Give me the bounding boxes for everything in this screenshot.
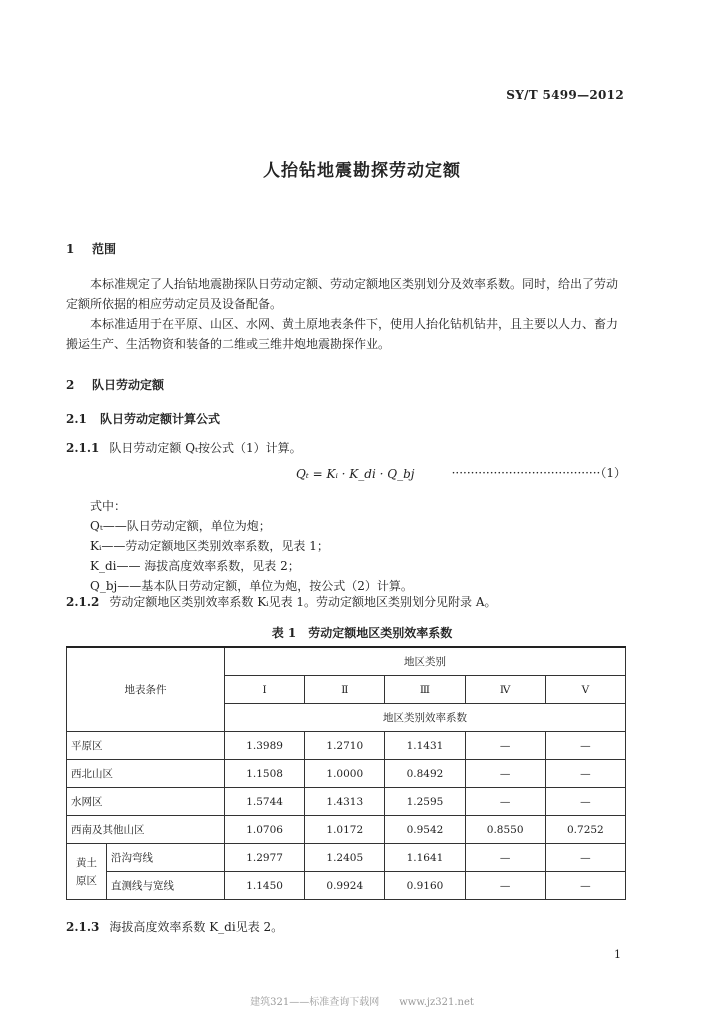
section-title: 范围 — [92, 242, 117, 256]
section-2-1-heading — [66, 410, 220, 427]
row-label: 西南及其他山区 — [67, 816, 225, 844]
table-1 — [66, 646, 626, 900]
row-label: 西北山区 — [67, 760, 225, 788]
table-cell: 1.2977 — [225, 844, 305, 872]
clause-2-1-1 — [66, 439, 302, 456]
formula-1: Qₜ = Kᵢ · K_di · Q_bj — [296, 467, 415, 481]
table-row — [67, 872, 626, 900]
group-label: 黄土原区 — [67, 844, 107, 900]
row-label: 水网区 — [67, 788, 225, 816]
formula-number: ·······································（1） — [451, 466, 626, 480]
definition-ki: Kᵢ——劳动定额地区类别效率系数，见表 1； — [90, 539, 329, 553]
table-cell: 1.1641 — [385, 844, 465, 872]
table-cell: — — [545, 844, 625, 872]
table-cell: 1.5744 — [225, 788, 305, 816]
clause-number: 2.1.2 — [66, 595, 100, 609]
class-header: Ⅱ — [305, 676, 385, 704]
table-cell: — — [465, 788, 545, 816]
table-cell: — — [545, 872, 625, 900]
table-row — [67, 816, 626, 844]
column-group-header: 地区类别 — [225, 647, 626, 676]
table-cell: 0.9160 — [385, 872, 465, 900]
section-title: 队日劳动定额 — [92, 378, 165, 392]
section-title: 队日劳动定额计算公式 — [100, 412, 221, 426]
table-cell: — — [465, 844, 545, 872]
row-header-cell: 地表条件 — [67, 647, 225, 732]
row-label: 平原区 — [67, 732, 225, 760]
table-row — [67, 844, 626, 872]
table-row — [67, 732, 626, 760]
clause-text: 海拔高度效率系数 K_di见表 2。 — [109, 920, 284, 934]
definitions-intro: 式中： — [90, 499, 127, 513]
table-cell: 0.8492 — [385, 760, 465, 788]
standard-number: SY/T 5499—2012 — [506, 88, 624, 102]
clause-2-1-2 — [66, 593, 497, 610]
definitions — [90, 496, 413, 596]
section-2-heading — [66, 376, 164, 393]
clause-text: 劳动定额地区类别效率系数 Kᵢ见表 1。劳动定额地区类别划分见附录 A。 — [109, 595, 497, 609]
table-cell: 0.9542 — [385, 816, 465, 844]
table-row — [67, 788, 626, 816]
table-cell: 1.1431 — [385, 732, 465, 760]
scope-paragraph-2: 本标准适用于在平原、山区、水网、黄土原地表条件下，使用人抬化钻机钻井，且主要以人力、畜力搬运生产、生活物资和装备的二维或三维井炮地震勘探作业。 — [66, 317, 619, 351]
definition-qbj: Q_bj——基本队日劳动定额，单位为炮，按公式（2）计算。 — [90, 579, 413, 593]
table-cell: — — [545, 788, 625, 816]
section-number: 2 — [66, 378, 75, 392]
table-cell: 1.1450 — [225, 872, 305, 900]
class-header: Ⅲ — [385, 676, 465, 704]
row-label: 直测线与宽线 — [107, 872, 225, 900]
table-cell: — — [465, 872, 545, 900]
table-cell: — — [545, 732, 625, 760]
table-cell: 0.9924 — [305, 872, 385, 900]
table-cell: 1.2710 — [305, 732, 385, 760]
table-cell: 1.0172 — [305, 816, 385, 844]
table-cell: 1.1508 — [225, 760, 305, 788]
table-cell: — — [465, 732, 545, 760]
watermark-footer: 建筑321——标准查询下载网 www.jz321.net — [250, 997, 474, 1008]
table-cell: 1.2595 — [385, 788, 465, 816]
clause-number: 2.1.1 — [66, 441, 100, 455]
class-header: Ⅳ — [465, 676, 545, 704]
scope-paragraph-1: 本标准规定了人抬钻地震勘探队日劳动定额、劳动定额地区类别划分及效率系数。同时，给出了劳动定额所依据的相应劳动定员及设备配备。 — [66, 277, 619, 311]
class-header: Ⅰ — [225, 676, 305, 704]
definition-kdi: K_di—— 海拔高度效率系数，见表 2； — [90, 559, 300, 573]
clause-text: 队日劳动定额 Qₜ按公式（1）计算。 — [109, 441, 302, 455]
table-cell: 1.2405 — [305, 844, 385, 872]
table-cell: 1.3989 — [225, 732, 305, 760]
section-number: 1 — [66, 242, 75, 256]
table-1-caption: 表 1 劳动定额地区类别效率系数 — [271, 626, 453, 640]
table-cell: 1.0706 — [225, 816, 305, 844]
table-cell: 1.4313 — [305, 788, 385, 816]
row-label: 沿沟弯线 — [107, 844, 225, 872]
class-header: Ⅴ — [545, 676, 625, 704]
section-number: 2.1 — [66, 412, 87, 426]
table-row — [67, 760, 626, 788]
definition-qt: Qₜ——队日劳动定额，单位为炮； — [90, 519, 271, 533]
subheader-cell: 地区类别效率系数 — [225, 704, 626, 732]
table-cell: — — [465, 760, 545, 788]
table-cell: 0.8550 — [465, 816, 545, 844]
section-1-heading — [66, 240, 116, 257]
clause-number: 2.1.3 — [66, 920, 100, 934]
table-cell: 0.7252 — [545, 816, 625, 844]
table-cell: — — [545, 760, 625, 788]
table-cell: 1.0000 — [305, 760, 385, 788]
document-title: 人抬钻地震勘探劳动定额 — [263, 161, 461, 181]
clause-2-1-3 — [66, 918, 283, 935]
page-number: 1 — [614, 948, 621, 961]
